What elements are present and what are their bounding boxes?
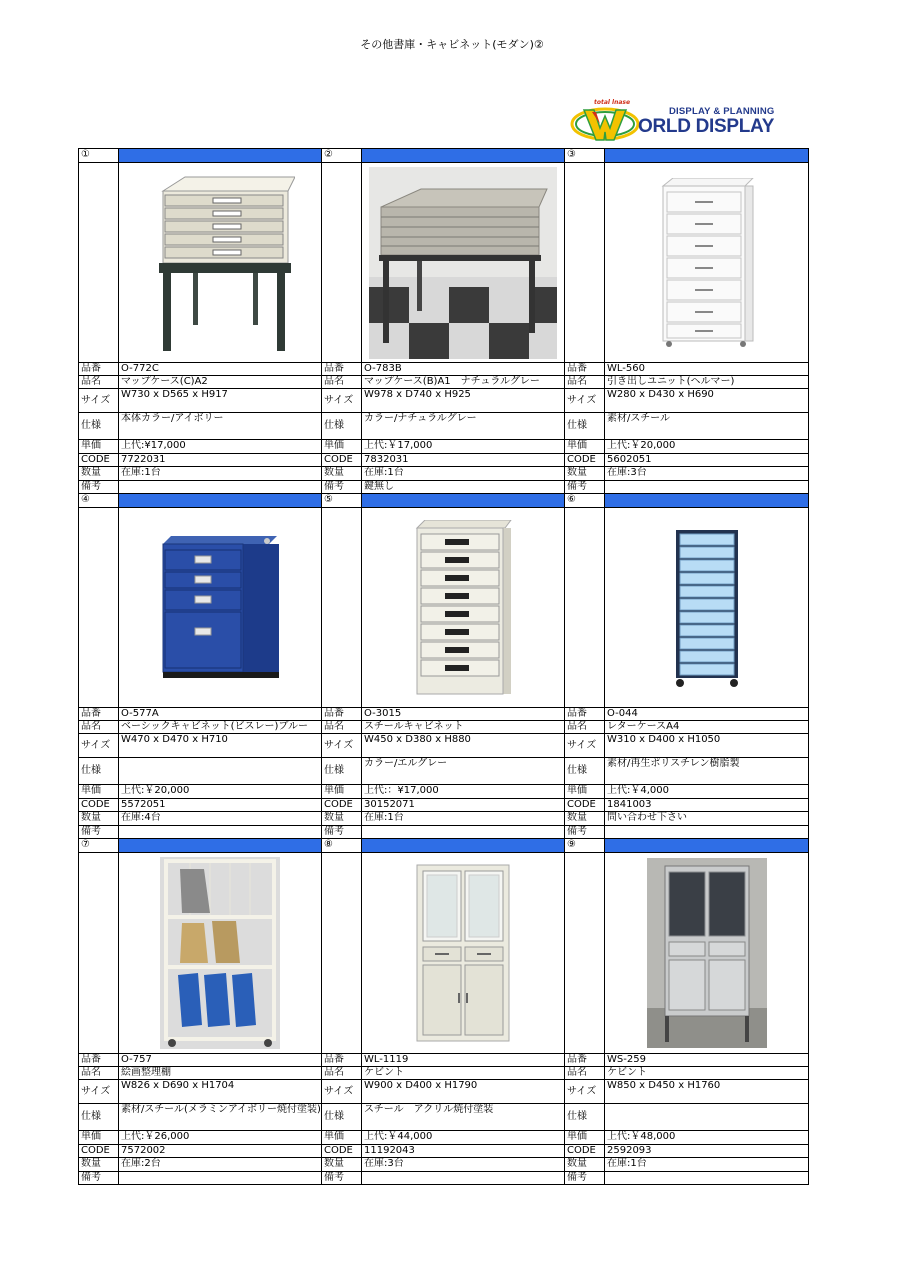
- item-header-row: [79, 494, 809, 508]
- product-image-helmer-drawer-unit: [605, 163, 809, 363]
- field-label: 数量: [322, 1158, 362, 1172]
- biko-row: [79, 1172, 809, 1185]
- field-label: 仕様: [79, 758, 119, 785]
- field-label: 備考: [565, 481, 605, 494]
- hinban-row: [79, 1054, 809, 1067]
- field-label: CODE: [79, 454, 119, 467]
- product-image-bisley-cabinet: [119, 508, 322, 708]
- item-number: ⑥: [565, 494, 605, 508]
- field-label: 備考: [322, 826, 362, 839]
- header-bar: [605, 149, 809, 163]
- field-label: 単価: [322, 785, 362, 799]
- item-code: 30152071: [362, 799, 565, 812]
- field-label: 数量: [565, 1158, 605, 1172]
- item-size: W730 x D565 x H917: [119, 389, 322, 413]
- item-size: W450 x D380 x H880: [362, 734, 565, 758]
- field-label: 単価: [565, 440, 605, 454]
- header-bar: [362, 149, 565, 163]
- product-image-steel-cabinet: [362, 508, 565, 708]
- field-label: 仕様: [322, 758, 362, 785]
- item-biko: [362, 1172, 565, 1185]
- product-image-painting-rack: [119, 853, 322, 1054]
- item-hinmei: ベーシックキャビネット(ビスレー)ブルー: [119, 721, 322, 734]
- item-number: ⑦: [79, 839, 119, 853]
- field-label: 備考: [565, 1172, 605, 1185]
- suryo-row: [79, 1158, 809, 1172]
- field-label: 数量: [565, 467, 605, 481]
- item-number: ⑤: [322, 494, 362, 508]
- field-label: 品番: [79, 363, 119, 376]
- item-shiyou: 素材/スチール(メラミンアイボリー焼付塗装): [119, 1104, 322, 1131]
- shiyou-row: [79, 413, 809, 440]
- field-label: 単価: [79, 785, 119, 799]
- item-hinmei: ケビント: [605, 1067, 809, 1080]
- field-label: 単価: [79, 1131, 119, 1145]
- item-suryo: 在庫:1台: [119, 467, 322, 481]
- item-suryo: 問い合わせ下さい: [605, 812, 809, 826]
- item-hinban: WL-560: [605, 363, 809, 376]
- item-number: ④: [79, 494, 119, 508]
- product-image-map-case-b: [362, 163, 565, 363]
- item-code: 11192043: [362, 1145, 565, 1158]
- field-label: 品名: [79, 1067, 119, 1080]
- field-label: 仕様: [79, 413, 119, 440]
- field-label: サイズ: [565, 389, 605, 413]
- field-label: 仕様: [79, 1104, 119, 1131]
- item-image-row: [79, 508, 809, 708]
- field-label: 仕様: [322, 1104, 362, 1131]
- item-shiyou: カラー/エルグレー: [362, 758, 565, 785]
- field-label: CODE: [322, 454, 362, 467]
- item-shiyou: カラー/ナチュラルグレー: [362, 413, 565, 440]
- field-label: 仕様: [565, 758, 605, 785]
- item-number: ⑧: [322, 839, 362, 853]
- hinmei-row: [79, 376, 809, 389]
- size-row: [79, 389, 809, 413]
- product-image-glass-cabinet: [362, 853, 565, 1054]
- item-shiyou: スチール アクリル焼付塗装: [362, 1104, 565, 1131]
- item-code: 5572051: [119, 799, 322, 812]
- item-image-row: [79, 163, 809, 363]
- item-shiyou: 素材/スチール: [605, 413, 809, 440]
- field-label: 品番: [79, 708, 119, 721]
- product-image-letter-case: [605, 508, 809, 708]
- field-label: サイズ: [322, 389, 362, 413]
- item-hinmei: マップケース(C)A2: [119, 376, 322, 389]
- item-biko: 鍵無し: [362, 481, 565, 494]
- hinban-row: [79, 363, 809, 376]
- item-biko: [362, 826, 565, 839]
- item-biko: [605, 826, 809, 839]
- item-suryo: 在庫:1台: [362, 812, 565, 826]
- item-hinban: O-044: [605, 708, 809, 721]
- catalog-table: [78, 148, 809, 1185]
- item-biko: [119, 481, 322, 494]
- item-size: W470 x D470 x H710: [119, 734, 322, 758]
- item-code: 7722031: [119, 454, 322, 467]
- item-biko: [605, 1172, 809, 1185]
- hinban-row: [79, 708, 809, 721]
- item-image-row: [79, 853, 809, 1054]
- item-shiyou: 素材/再生ポリスチレン樹脂製: [605, 758, 809, 785]
- shiyou-row: [79, 1104, 809, 1131]
- field-label: 品名: [565, 1067, 605, 1080]
- field-label: サイズ: [322, 1080, 362, 1104]
- tanka-row: [79, 785, 809, 799]
- field-label: 品名: [322, 376, 362, 389]
- field-label: 仕様: [565, 1104, 605, 1131]
- field-label: 品番: [322, 708, 362, 721]
- field-label: 品名: [322, 1067, 362, 1080]
- item-hinban: O-772C: [119, 363, 322, 376]
- field-label: 数量: [79, 1158, 119, 1172]
- field-label: 品番: [322, 1054, 362, 1067]
- item-number: ①: [79, 149, 119, 163]
- size-row: [79, 1080, 809, 1104]
- item-biko: [119, 826, 322, 839]
- item-tanka: 上代:￥44,000: [362, 1131, 565, 1145]
- code-row: [79, 799, 809, 812]
- logo-line2: ORLD DISPLAY: [638, 116, 775, 137]
- item-suryo: 在庫:3台: [605, 467, 809, 481]
- suryo-row: [79, 467, 809, 481]
- item-shiyou: 本体カラー/アイボリー: [119, 413, 322, 440]
- item-hinban: O-577A: [119, 708, 322, 721]
- item-number: ⑨: [565, 839, 605, 853]
- field-label: CODE: [565, 799, 605, 812]
- item-hinmei: ケビント: [362, 1067, 565, 1080]
- world-display-logo: [570, 99, 810, 142]
- shiyou-row: [79, 758, 809, 785]
- field-label: 品番: [79, 1054, 119, 1067]
- field-label: 備考: [322, 481, 362, 494]
- field-label: サイズ: [565, 734, 605, 758]
- size-row: [79, 734, 809, 758]
- field-label: CODE: [322, 799, 362, 812]
- item-suryo: 在庫:3台: [362, 1158, 565, 1172]
- field-label: 単価: [565, 785, 605, 799]
- item-tanka: 上代:￥17,000: [362, 440, 565, 454]
- logo-w-mark-icon: [570, 102, 640, 142]
- item-suryo: 在庫:2台: [119, 1158, 322, 1172]
- item-hinban: O-3015: [362, 708, 565, 721]
- field-label: 品名: [79, 721, 119, 734]
- code-row: [79, 454, 809, 467]
- item-hinmei: マップケース(B)A1 ナチュラルグレー: [362, 376, 565, 389]
- field-label: サイズ: [79, 1080, 119, 1104]
- item-suryo: 在庫:1台: [362, 467, 565, 481]
- item-size: W826 x D690 x H1704: [119, 1080, 322, 1104]
- field-label: 備考: [322, 1172, 362, 1185]
- item-hinmei: レターケースA4: [605, 721, 809, 734]
- item-size: W978 x D740 x H925: [362, 389, 565, 413]
- item-size: W900 x D400 x H1790: [362, 1080, 565, 1104]
- item-code: 5602051: [605, 454, 809, 467]
- biko-row: [79, 481, 809, 494]
- field-label: サイズ: [79, 389, 119, 413]
- header-bar: [605, 839, 809, 853]
- field-label: 品番: [565, 1054, 605, 1067]
- item-suryo: 在庫:4台: [119, 812, 322, 826]
- item-number: ③: [565, 149, 605, 163]
- suryo-row: [79, 812, 809, 826]
- item-size: W280 x D430 x H690: [605, 389, 809, 413]
- field-label: 品名: [565, 721, 605, 734]
- field-label: 品名: [565, 376, 605, 389]
- field-label: サイズ: [79, 734, 119, 758]
- item-hinmei: 引き出しユニット(ヘルマー): [605, 376, 809, 389]
- field-label: 品番: [565, 708, 605, 721]
- item-header-row: [79, 839, 809, 853]
- field-label: 品番: [322, 363, 362, 376]
- field-label: 備考: [79, 1172, 119, 1185]
- header-bar: [119, 839, 322, 853]
- item-hinban: O-757: [119, 1054, 322, 1067]
- tanka-row: [79, 440, 809, 454]
- item-tanka: 上代:￥20,000: [119, 785, 322, 799]
- item-code: 7832031: [362, 454, 565, 467]
- product-image-stainless-cabinet: [605, 853, 809, 1054]
- item-hinmei: 絵画整理棚: [119, 1067, 322, 1080]
- field-label: 単価: [79, 440, 119, 454]
- product-image-map-case-c: [119, 163, 322, 363]
- field-label: 単価: [565, 1131, 605, 1145]
- logo-tagline: total lnase: [594, 99, 631, 106]
- item-biko: [119, 1172, 322, 1185]
- tanka-row: [79, 1131, 809, 1145]
- item-code: 2592093: [605, 1145, 809, 1158]
- field-label: 備考: [79, 826, 119, 839]
- item-hinban: O-783B: [362, 363, 565, 376]
- item-tanka: 上代:￥26,000: [119, 1131, 322, 1145]
- biko-row: [79, 826, 809, 839]
- code-row: [79, 1145, 809, 1158]
- hinmei-row: [79, 721, 809, 734]
- field-label: 備考: [79, 481, 119, 494]
- field-label: 数量: [79, 467, 119, 481]
- header-bar: [605, 494, 809, 508]
- field-label: 単価: [322, 1131, 362, 1145]
- item-tanka: 上代:：¥17,000: [362, 785, 565, 799]
- item-hinban: WL-1119: [362, 1054, 565, 1067]
- field-label: CODE: [565, 454, 605, 467]
- field-label: 仕様: [322, 413, 362, 440]
- item-header-row: [79, 149, 809, 163]
- field-label: CODE: [79, 799, 119, 812]
- header-bar: [362, 494, 565, 508]
- field-label: 数量: [79, 812, 119, 826]
- field-label: CODE: [322, 1145, 362, 1158]
- field-label: サイズ: [322, 734, 362, 758]
- field-label: 仕様: [565, 413, 605, 440]
- field-label: 品名: [322, 721, 362, 734]
- item-size: W310 x D400 x H1050: [605, 734, 809, 758]
- field-label: 数量: [322, 812, 362, 826]
- page-title: その他書庫・キャビネット(モダン)②: [360, 38, 544, 51]
- field-label: 品番: [565, 363, 605, 376]
- field-label: サイズ: [565, 1080, 605, 1104]
- item-tanka: 上代:￥20,000: [605, 440, 809, 454]
- item-shiyou: [605, 1104, 809, 1131]
- item-code: 7572002: [119, 1145, 322, 1158]
- item-shiyou: [119, 758, 322, 785]
- item-hinban: WS-259: [605, 1054, 809, 1067]
- item-code: 1841003: [605, 799, 809, 812]
- item-hinmei: スチールキャビネット: [362, 721, 565, 734]
- item-suryo: 在庫:1台: [605, 1158, 809, 1172]
- header-bar: [362, 839, 565, 853]
- item-biko: [605, 481, 809, 494]
- field-label: 品名: [79, 376, 119, 389]
- hinmei-row: [79, 1067, 809, 1080]
- item-tanka: 上代:￥4,000: [605, 785, 809, 799]
- item-tanka: 上代:¥17,000: [119, 440, 322, 454]
- field-label: CODE: [565, 1145, 605, 1158]
- header-bar: [119, 494, 322, 508]
- item-tanka: 上代:￥48,000: [605, 1131, 809, 1145]
- item-number: ②: [322, 149, 362, 163]
- field-label: 数量: [322, 467, 362, 481]
- item-size: W850 x D450 x H1760: [605, 1080, 809, 1104]
- field-label: CODE: [79, 1145, 119, 1158]
- header-bar: [119, 149, 322, 163]
- field-label: 単価: [322, 440, 362, 454]
- logo-line1: DISPLAY & PLANNING: [669, 106, 775, 117]
- field-label: 備考: [565, 826, 605, 839]
- field-label: 数量: [565, 812, 605, 826]
